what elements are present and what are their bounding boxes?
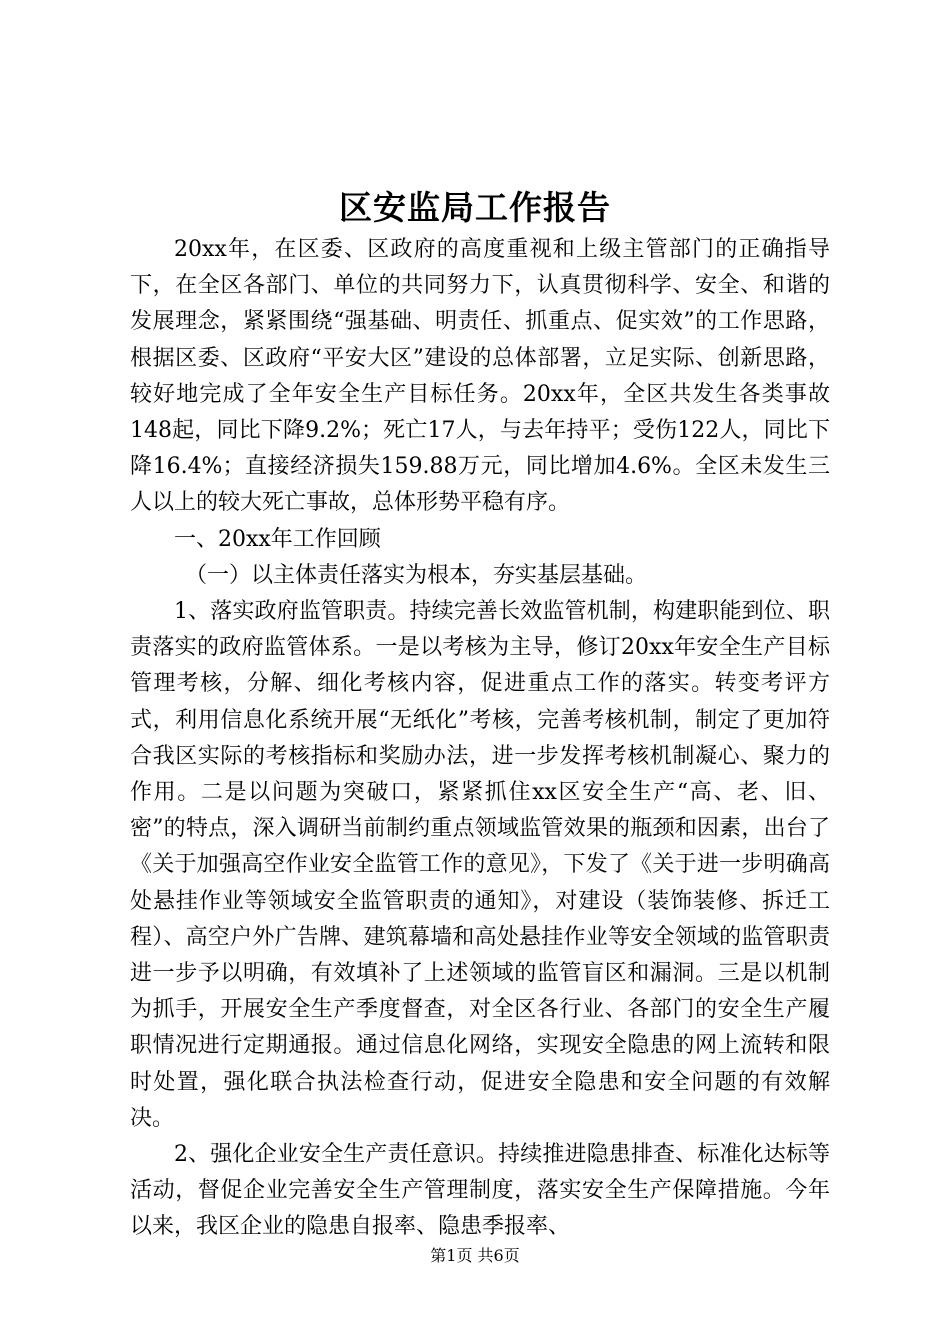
document-title: 区安监局工作报告	[339, 188, 611, 227]
paragraph-summary: 20xx年，在区委、区政府的高度重视和上级主管部门的正确指导下，在全区各部门、单位的共同努力下，认真贯彻科学、安全、和谐的发展理念，紧紧围绕“强基础、明责任、抓重点、促实效”的工作思路，根据区委、区政府“平安大区”建设的总体部署，立足实际、创新思路，较好地完成了全年安全生产目标任务。20xx年，全区共发生各类事故148起，同比下降9.2%；死亡17人，与去年持平；受伤122人，同比下降16.4%；直接经济损失159.88万元，同比增加4.6%。全区未发生三人以上的较大死亡事故，总体形势平稳有序。	[130, 237, 830, 516]
page-number: 第1页 共6页	[430, 1246, 520, 1265]
document-body	[130, 232, 830, 1246]
paragraph-enterprise-duty: 2、强化企业安全生产责任意识。持续推进隐患排查、标准化达标等活动，督促企业完善安全生产管理制度，落实安全生产保障措施。今年以来，我区企业的隐患自报率、隐患季报率、	[130, 1142, 830, 1240]
section-heading: 一、20xx年工作回顾	[174, 526, 381, 552]
paragraph-government-duty: 1、落实政府监管职责。持续完善长效监管机制，构建职能到位、职责落实的政府监管体系。一是以考核为主导，修订20xx年安全生产目标管理考核，分解、细化考核内容，促进重点工作的落实。转变考评方式，利用信息化系统开展“无纸化”考核，完善考核机制，制定了更加符合我区实际的考核指标和奖励办法，进一步发挥考核机制凝心、聚力的作用。二是以问题为突破口，紧紧抓住xx区安全生产“高、老、旧、密”的特点，深入调研当前制约重点领域监管效果的瓶颈和因素，出台了《关于加强高空作业安全监管工作的意见》，下发了《关于进一步明确高处悬挂作业等领域安全监管职责的通知》，对建设（装饰装修、拆迁工程）、高空户外广告牌、建筑幕墙和高处悬挂作业等安全领域的监管职责进一步予以明确，有效填补了上述领域的监管盲区和漏洞。三是以机制为抓手，开展安全生产季度督查，对全区各行业、各部门的安全生产履职情况进行定期通报。通过信息化网络，实现安全隐患的网上流转和限时处置，强化联合执法检查行动，促进安全隐患和安全问题的有效解决。	[130, 599, 830, 1131]
subsection-heading: （一）以主体责任落实为根本，夯实基层基础。	[185, 562, 648, 588]
